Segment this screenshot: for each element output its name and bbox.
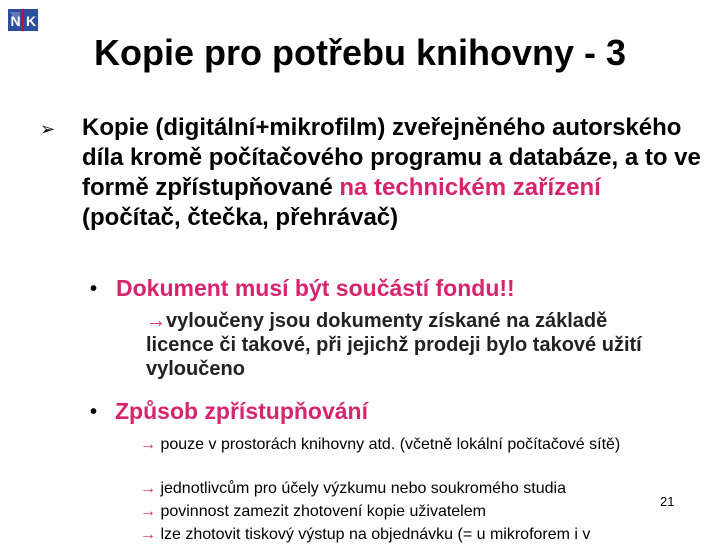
sub-bullet-fond: Dokument musí být součástí fondu!!: [116, 275, 515, 301]
arrow-icon: →: [140, 480, 156, 497]
page-number: 21: [660, 494, 675, 509]
main-text-part1: Kopie (digitální+mikrofilm) zveřejněného autorského díla kromě počítačového programu a databáze, a to ve formě zpřístupňované: [82, 114, 701, 201]
list-item-text: lze zhotovit tiskový výstup na objednávku (= u mikroforem i v: [160, 526, 591, 543]
arrow-icon: →: [140, 436, 156, 453]
arrow-bullet-icon: ➢: [40, 119, 56, 139]
bullet-dot-icon: •: [90, 278, 98, 300]
fond-note: [146, 309, 666, 381]
arrow-icon: →: [146, 310, 166, 332]
bullet-dot-icon: •: [90, 401, 98, 423]
arrow-icon: →: [140, 526, 156, 543]
fond-note-text: vyloučeny jsou dokumenty získané na základě licence či takové, při jejichž prodeji bylo takové užití vyloučeno: [146, 310, 642, 380]
page-title: Kopie pro potřebu knihovny - 3: [93, 32, 627, 73]
svg-text:N: N: [10, 13, 21, 29]
list-item-text: jednotlivcům pro účely výzkumu nebo soukromého studia: [160, 480, 566, 497]
list-item-text: povinnost zamezit zhotovení kopie uživatelem: [160, 503, 486, 520]
main-text-highlight: na technickém zařízení: [339, 174, 601, 201]
main-bullet-text: [82, 113, 702, 233]
svg-text:K: K: [26, 13, 37, 29]
list-item: [140, 478, 700, 499]
list-item: [140, 501, 700, 522]
arrow-icon: →: [140, 503, 156, 520]
list-item: [140, 524, 700, 545]
main-text-part2: (počítač, čtečka, přehrávač): [82, 204, 399, 231]
list-item-text: pouze v prostorách knihovny atd. (včetně lokální počítačové sítě): [160, 436, 621, 453]
logo-icon: [6, 6, 40, 34]
list-item: [140, 434, 700, 455]
sub-bullet-access: Způsob zpřístupňování: [115, 398, 368, 424]
